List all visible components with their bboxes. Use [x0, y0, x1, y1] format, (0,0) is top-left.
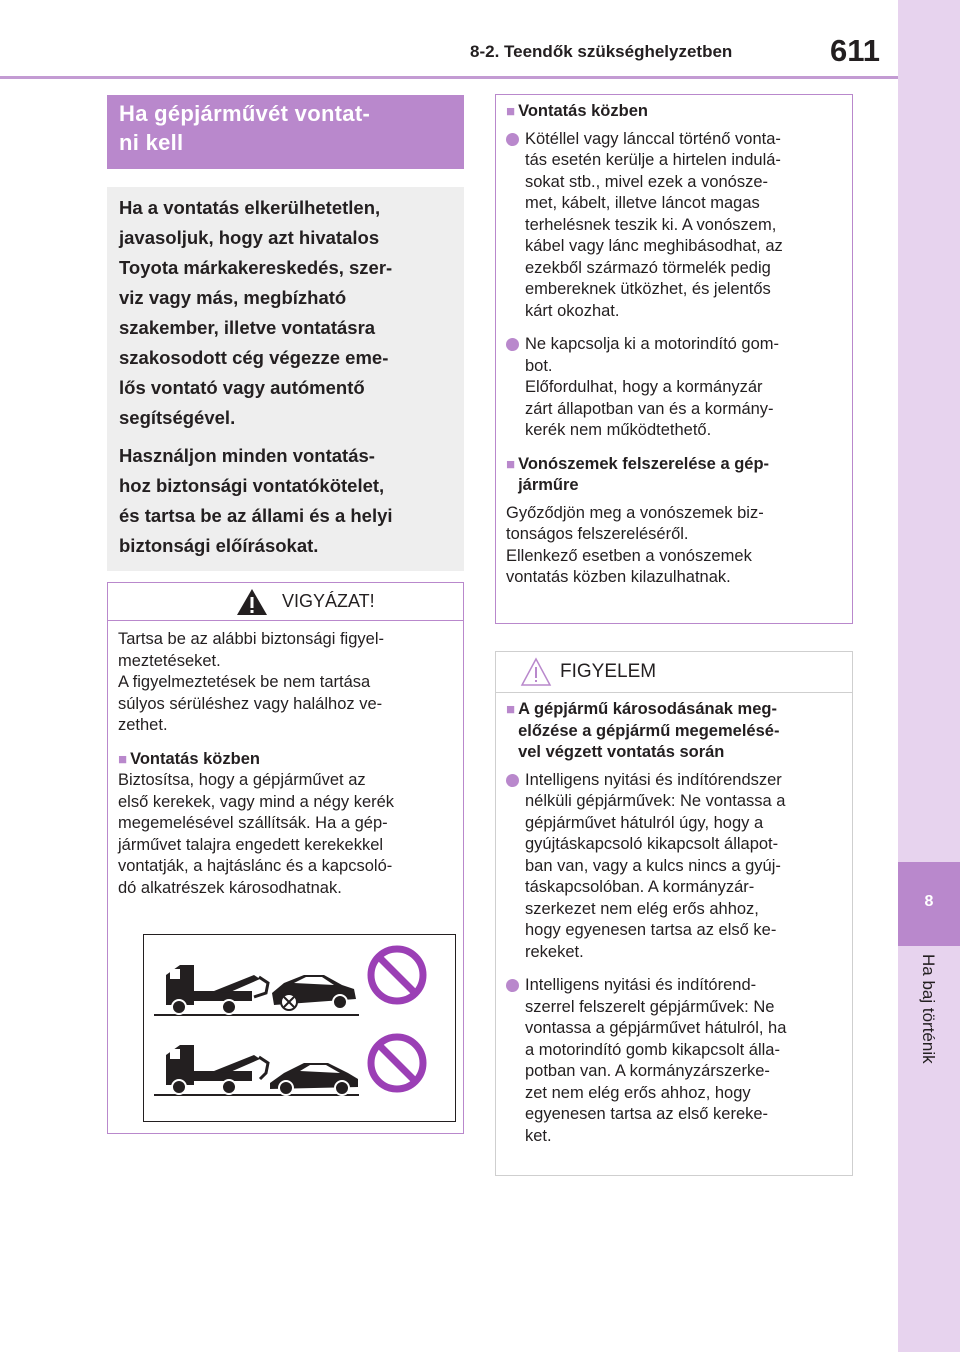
- text-line: kerék nem működtethető.: [525, 421, 712, 439]
- text-line: táskapcsolóban. A kormányzár-: [525, 878, 755, 896]
- page-number: 611: [830, 33, 881, 68]
- section-heading-line: Ha gépjárművét vontat-: [119, 101, 371, 126]
- text-line: Ha a vontatás elkerülhetetlen,: [119, 197, 381, 218]
- text-line: zethet.: [118, 716, 168, 734]
- text-line: biztonsági előírásokat.: [119, 535, 319, 556]
- text-line: súlyos sérüléshez vagy halálhoz ve-: [118, 694, 383, 713]
- text-line: Ellenkező esetben a vonószemek: [506, 546, 752, 565]
- subheading-text: Vontatás közben: [130, 749, 260, 768]
- subheading-text: [518, 699, 779, 764]
- bullet-text: [525, 770, 842, 964]
- text-line: előzése a gépjármű megemelésé-: [518, 721, 780, 740]
- warning-body: [108, 621, 463, 899]
- bullet-text: [525, 129, 842, 323]
- intro-paragraph: [119, 441, 452, 561]
- warning-triangle-icon: [236, 588, 268, 616]
- circle-bullet-icon: [506, 774, 519, 787]
- text-line: megemelésével szállítsák. Ha a gép-: [118, 814, 388, 832]
- square-bullet-icon: ■: [506, 701, 516, 718]
- text-line: szerkezet nem elég erős ahhoz,: [525, 899, 759, 918]
- circle-bullet-icon: [506, 338, 519, 351]
- text-line: ket.: [525, 1126, 552, 1145]
- paragraph: [506, 503, 842, 589]
- text-line: Kötéllel vagy lánccal történő vonta-: [525, 129, 781, 148]
- section-heading: [107, 95, 464, 169]
- text-line: vontatás közben kilazulhatnak.: [506, 568, 731, 586]
- text-line: kárt okozhat.: [525, 301, 620, 320]
- text-line: szerrel felszerelt gépjárművek: Ne: [525, 997, 775, 1016]
- text-line: vel végzett vontatás során: [518, 743, 725, 761]
- text-line: egyenesen tartsa az első kereke-: [525, 1105, 769, 1123]
- notice-box: [495, 651, 853, 1176]
- text-line: Előfordulhat, hogy a kormányzár: [525, 378, 763, 396]
- text-line: A figyelmeztetések be nem tartása: [118, 673, 371, 691]
- bullet-text: [525, 334, 842, 442]
- tow-truck-front-lift-illustration: [154, 1045, 359, 1095]
- text-line: szakosodott cég végezze eme-: [119, 347, 389, 368]
- section-heading-line: ni kell: [119, 130, 184, 155]
- text-line: lős vontató vagy autómentő: [119, 377, 365, 398]
- text-line: Győződjön meg a vonószemek biz-: [506, 503, 764, 522]
- text-line: Tartsa be az alábbi biztonsági figyel-: [118, 630, 384, 648]
- text-line: Intelligens nyitási és indítórend-: [525, 976, 757, 994]
- text-line: terhelésnek teszik ki. A vonószem,: [525, 215, 777, 234]
- intro-paragraph: [119, 193, 452, 433]
- text-line: hoz biztonsági vontatókötelet,: [119, 475, 385, 496]
- text-line: rekeket.: [525, 942, 584, 961]
- text-line: A gépjármű károsodásának meg-: [518, 700, 777, 718]
- text-line: Intelligens nyitási és indítórendszer: [525, 770, 782, 789]
- chapter-title: Ha baj történik: [919, 954, 938, 1064]
- text-line: Biztosítsa, hogy a gépjárművet az: [118, 771, 366, 789]
- text-line: Használjon minden vontatás-: [119, 445, 375, 466]
- text-line: Ne kapcsolja ki a motorindító gom-: [525, 335, 780, 353]
- bullet-item: [506, 975, 842, 1147]
- notice-body: [496, 693, 852, 1147]
- warning-subheading: [118, 749, 453, 771]
- text-line: tonságos felszereléséről.: [506, 525, 689, 543]
- bullet-item: [506, 129, 842, 323]
- warning-paragraph: [118, 770, 453, 899]
- subheading: [506, 699, 842, 764]
- text-line: dó alkatrészek károsodhatnak.: [118, 878, 342, 897]
- text-line: első kerekek, vagy mind a négy kerék: [118, 792, 395, 811]
- subheading-text: Vontatás közben: [518, 102, 648, 120]
- text-line: viz vagy más, megbízható: [119, 287, 347, 308]
- subheading: [506, 101, 842, 123]
- tow-truck-rear-lift-illustration: [154, 965, 359, 1015]
- header-rule: [0, 76, 898, 79]
- text-line: és tartsa be az állami és a helyi: [119, 505, 393, 526]
- tow-illustration-svg: [144, 935, 455, 1121]
- text-line: járművet talajra engedett kerekekkel: [118, 835, 384, 854]
- running-header: 8-2. Teendők szükséghelyzetben: [470, 42, 733, 61]
- text-line: meztetéseket.: [118, 651, 221, 670]
- text-line: bot.: [525, 356, 553, 375]
- square-bullet-icon: ■: [506, 103, 516, 120]
- towing-tips-box: [495, 94, 853, 624]
- text-line: potban van. A kormányzárszerke-: [525, 1062, 770, 1080]
- circle-bullet-icon: [506, 133, 519, 146]
- text-line: ezekből származó törmelék pedig: [525, 258, 771, 277]
- bullet-item: [506, 770, 842, 964]
- text-line: segítségével.: [119, 407, 236, 428]
- warning-header: [108, 583, 463, 621]
- chapter-tab-strip: [898, 0, 960, 1352]
- text-line: sokat stb., mivel ezek a vonósze-: [525, 172, 769, 191]
- subheading: [506, 454, 842, 497]
- text-line: gépjárművet hátulról úgy, hogy a: [525, 813, 764, 832]
- caution-triangle-icon: [520, 657, 552, 687]
- text-line: zárt állapotban van és a kormány-: [525, 399, 774, 418]
- text-line: gyújtáskapcsoló kikapcsolt állapot-: [525, 835, 779, 853]
- text-line: Toyota márkakereskedés, szer-: [119, 257, 393, 278]
- text-line: járműre: [518, 476, 579, 494]
- text-line: hogy egyenesen tartsa az első ke-: [525, 921, 777, 939]
- bullet-text: [525, 975, 842, 1147]
- text-line: tás esetén kerülje a hirtelen indulá-: [525, 151, 781, 169]
- warning-title: VIGYÁZAT!: [282, 591, 375, 611]
- subheading-text: [518, 454, 769, 497]
- text-line: vontassa a gépjárművet hátulról, ha: [525, 1019, 787, 1037]
- text-line: szakember, illetve vontatásra: [119, 317, 376, 338]
- intro-box: [107, 187, 464, 571]
- notice-title: FIGYELEM: [560, 661, 657, 682]
- text-line: a motorindító gomb kikapcsolt álla-: [525, 1040, 780, 1059]
- square-bullet-icon: ■: [118, 750, 128, 768]
- text-line: Vonószemek felszerelése a gép-: [518, 454, 770, 473]
- warning-intro: [118, 629, 453, 737]
- bullet-item: [506, 334, 842, 442]
- square-bullet-icon: ■: [506, 455, 516, 473]
- text-line: ban van, vagy a kulcs nincs a gyúj-: [525, 856, 781, 875]
- text-line: nélküli gépjárművek: Ne vontassa a: [525, 792, 786, 810]
- circle-bullet-icon: [506, 979, 519, 992]
- text-line: zet nem elég erős ahhoz, hogy: [525, 1083, 751, 1102]
- chapter-number: 8: [924, 893, 934, 910]
- text-line: vontatják, a hajtáslánc és a kapcsoló-: [118, 857, 393, 875]
- text-line: kábel vagy lánc meghibásodhat, az: [525, 237, 783, 255]
- text-line: met, kábelt, illetve láncot magas: [525, 194, 760, 212]
- text-line: javasoljuk, hogy azt hivatalos: [119, 227, 380, 248]
- prohibited-tow-truck-illustration: [143, 934, 456, 1122]
- text-line: embereknek ütközhet, és jelentős: [525, 280, 771, 298]
- notice-header: [496, 652, 852, 693]
